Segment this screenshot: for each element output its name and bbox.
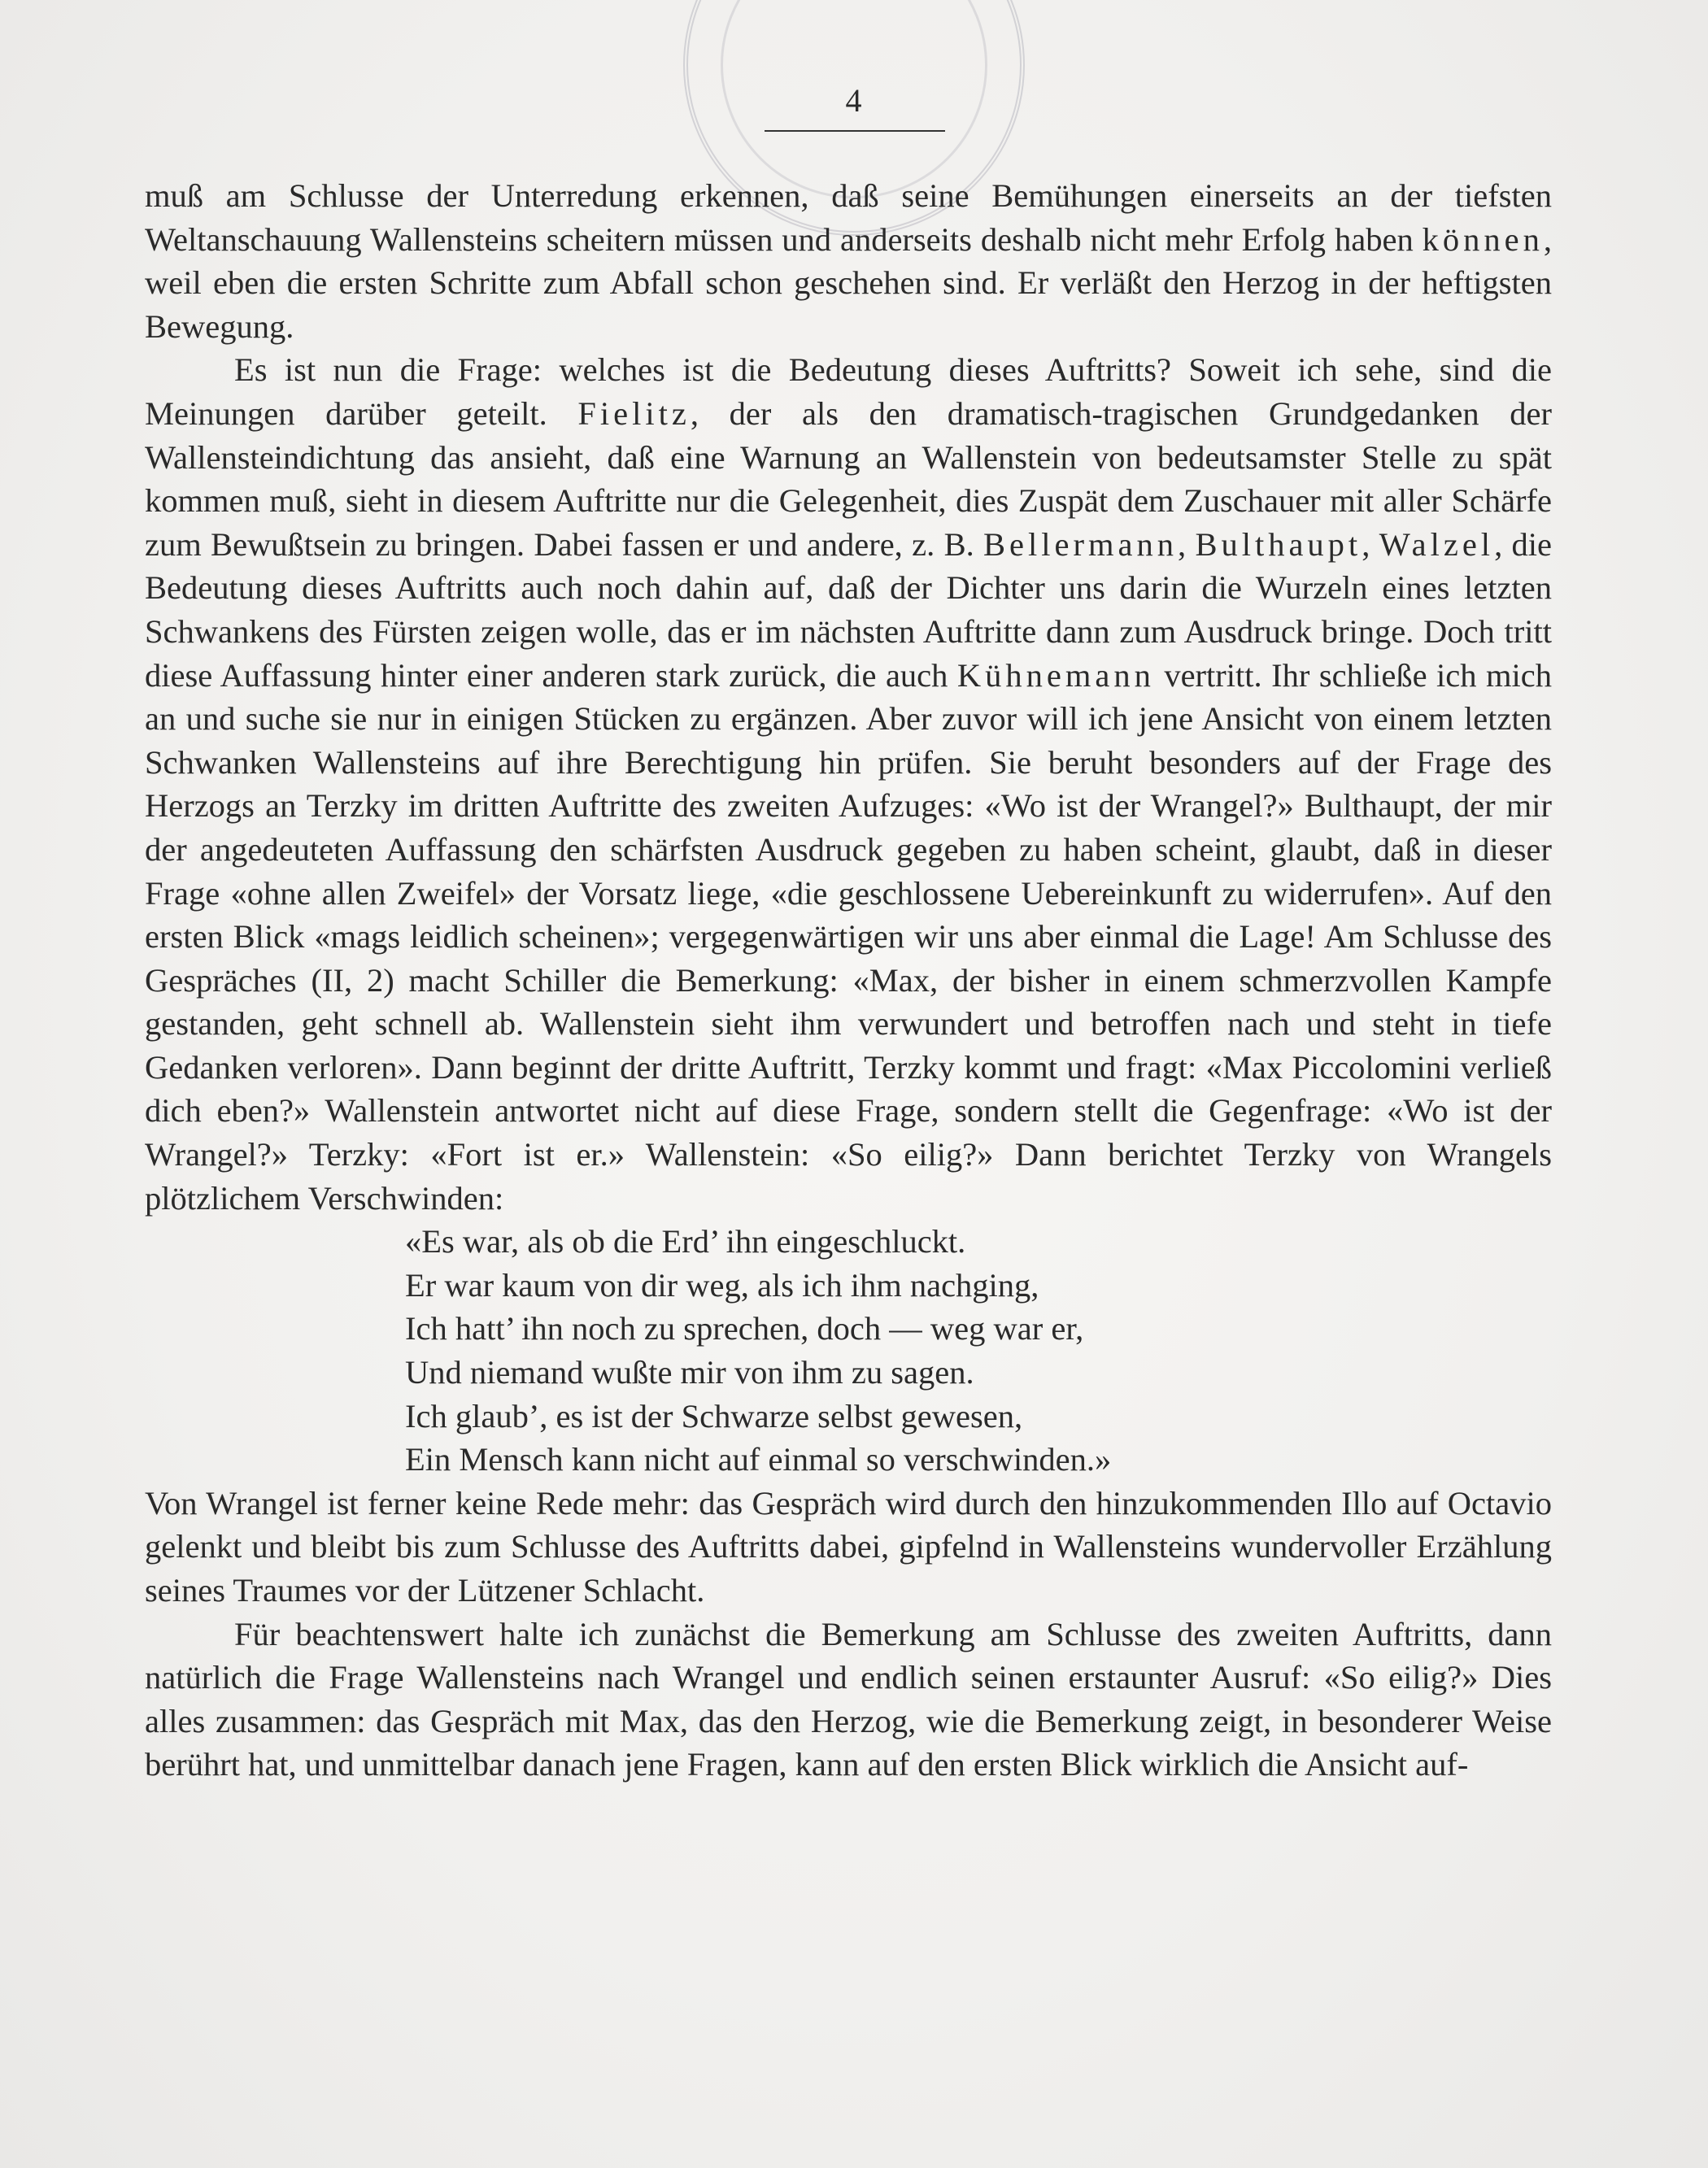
name-fielitz: Fielitz [577,394,691,432]
verse-line: Ich glaub’, es ist der Schwarze selbst gewesen, [405,1397,1023,1434]
paragraph-2-text-k: vertritt. Ihr schließe ich mich an und suche sie nur in einigen Stücken zu ergänzen. Aber zuvor will ich jene Ansicht von einem letzten Schwanken Wallensteins auf ihre Berechtigung hin prüfen. Sie beruht besonders auf der Frage des Herzogs an Terzky im dritten Auftritte des zweiten Aufzuges: «Wo ist der Wrangel?» Bulthaupt, der mir der angedeuteten Auffassung den schärfsten Ausdruck gegeben zu haben scheint, glaubt, daß in dieser Frage «ohne allen Zweifel» der Vorsatz liege, «die geschlossene Uebereinkunft zu widerrufen». Auf den ersten Blick «mags leidlich scheinen»; vergegenwärtigen wir uns aber einmal die Lage! Am Schlusse des Gespräches (II, 2) macht Schiller die Bemerkung: «Max, der bisher in einem schmerzvollen Kampfe gestanden, geht schnell ab. Wallenstein sieht ihm verwundert und betroffen nach und steht in tiefe Gedanken verloren». Dann beginnt der dritte Auftritt, Terzky kommt und fragt: «Max Piccolomini verließ dich eben?» Wallenstein antwortet nicht auf diese Frage, sondern stellt die Gegenfrage: «Wo ist der Wrangel?» Terzky: «Fort ist er.» Wallenstein: «So eilig?» Dann berichtet Terzky von Wrangels plötzlichem Verschwinden: [145,656,1552,1217]
page-number-rule [765,130,945,132]
verse-line: Er war kaum von dir weg, als ich ihm nachging, [405,1266,1039,1304]
name-bellermann: Bellermann [983,525,1178,563]
paragraph-2 [145,348,1552,1220]
paragraph-2-text-i: , die Bedeutung dieses Auftritts auch noch dahin auf, daß der Dichter uns darin die Wurzeln eines letzten Schwankens des Fürsten zeigen wolle, das er im nächsten Auftritte dann zum Ausdruck bringe. Doch tritt diese Auffassung hinter einer anderen stark zurück, die auch [145,525,1552,694]
paragraph-1-text-c: , weil eben die ersten Schritte zum Abfall schon geschehen sind. Er verläßt den Herzog in der heftigsten Bewegung. [145,220,1552,345]
emphasis-koennen: können [1422,220,1544,258]
name-kuehnemann: Kühnemann [956,656,1155,694]
verse-line: Ein Mensch kann nicht auf einmal so verschwinden.» [405,1441,1112,1478]
name-bulthaupt: Bulthaupt [1195,525,1362,563]
paragraph-2-text-a: Es ist nun die Frage: welches ist die Bedeutung dieses Auftritts? Soweit ich sehe, sind die Meinungen darüber geteilt. [145,351,1552,432]
paragraph-4: Für beachtenswert halte ich zunächst die Bemerkung am Schlusse des zweiten Auftritts, dann natürlich die Frage Wallensteins nach Wrangel und endlich seinen erstaunter Ausruf: «So eilig?» Dies alles zusammen: das Gespräch mit Max, das den Herzog, wie die Bemerkung zeigt, in besonderer Weise berührt hat, und unmittelbar danach jene Fragen, kann auf den ersten Blick wirklich die Ansicht auf- [145,1615,1552,1783]
paragraph-3: Von Wrangel ist ferner keine Rede mehr: das Gespräch wird durch den hinzukommenden Illo auf Octavio gelenkt und bleibt bis zum Schlusse des Auftritts dabei, gipfelnd in Wallensteins wundervoller Erzählung seines Traumes vor der Lützener Schlacht. [145,1484,1552,1609]
verse-line: «Es war, als ob die Erd’ ihn eingeschluckt. [405,1223,966,1260]
paragraph-2-text-g: , [1362,525,1379,563]
paragraph-2-text-e: , [1177,525,1196,563]
paragraph-2-text-c: , der als den dramatisch-tragischen Grundgedanken der Wallensteindichtung das ansieht, daß eine Warnung an Wallenstein von bedeutsamster Stelle zu spät kommen muß, sieht in diesem Auftritte nur die Gelegenheit, dies Zuspät dem Zuschauer mit aller Schärfe zum Bewußtsein zu bringen. Dabei fassen er und andere, z. B. [145,394,1552,563]
verse-line: Und niemand wußte mir von ihm zu sagen. [405,1354,974,1391]
verse-quote [405,1220,1552,1482]
body-text [145,174,1552,1787]
verse-line: Ich hatt’ ihn noch zu sprechen, doch — weg war er, [405,1310,1084,1347]
name-walzel: Walzel [1379,525,1495,563]
paragraph-1-text-a: muß am Schlusse der Unterredung erkennen, daß seine Bemühungen einerseits an der tiefsten Weltanschauung Wallensteins scheitern müssen und anderseits deshalb nicht mehr Erfolg haben [145,177,1552,258]
paragraph-1 [145,174,1552,348]
page-number: 4 [845,82,863,119]
